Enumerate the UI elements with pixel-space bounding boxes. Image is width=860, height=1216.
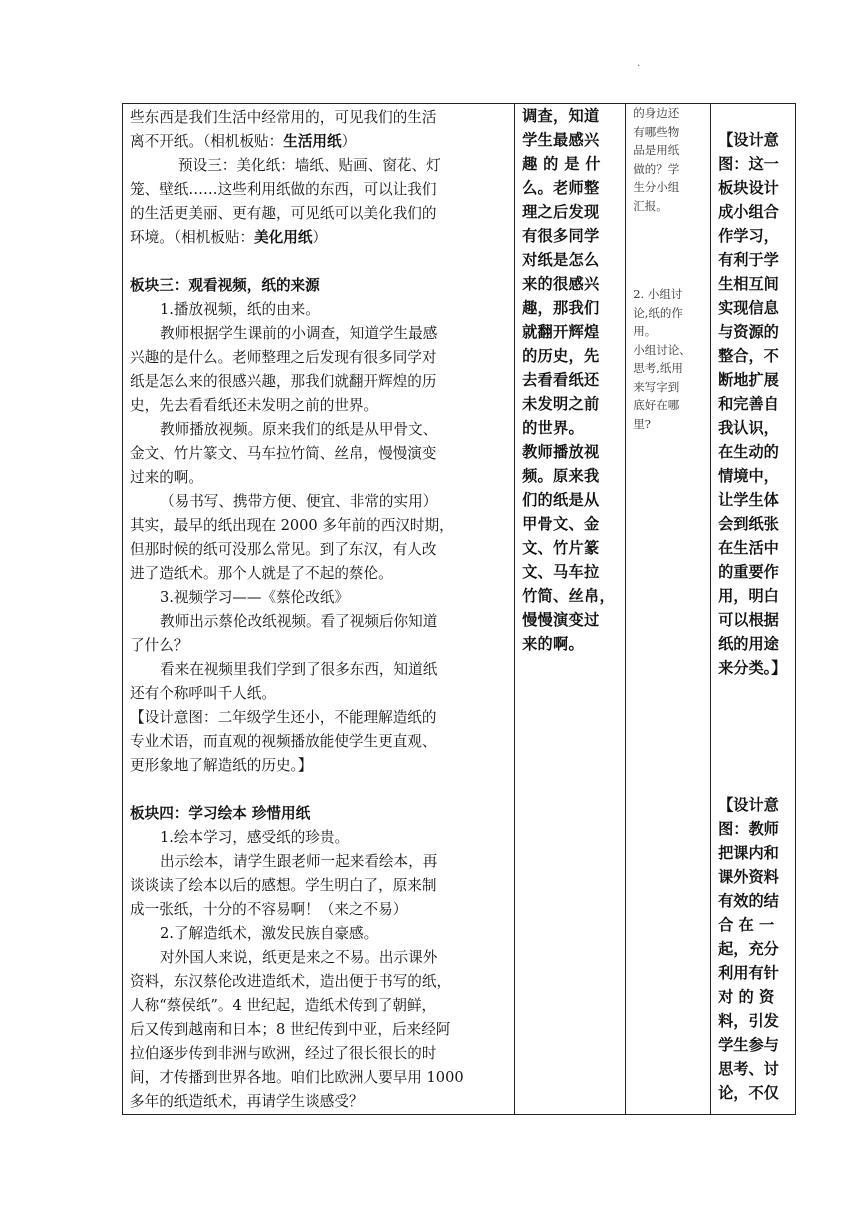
teacher-activity-line: 理之后发现	[522, 203, 600, 221]
student-activity-line: 的身边还	[633, 106, 680, 120]
text-line: 教师播放视频。原来我们的纸是从甲骨文、	[160, 421, 438, 438]
design-intent-line: 的重要作	[718, 563, 779, 581]
teacher-activity-line: 就翻开辉煌	[522, 323, 600, 341]
design-intent-line: 有利于学	[718, 251, 779, 269]
student-activity-line: 做的？学	[633, 161, 680, 176]
teacher-activity-line: 趣，那我们	[522, 299, 600, 317]
design-intent-line: 料，引发	[718, 1012, 779, 1030]
teacher-activity-line: 的历史，先	[522, 347, 600, 365]
design-intent-line: 用，明白	[718, 587, 779, 605]
design-note-line: 专业术语，而直观的视频播放能使学生更直观、	[130, 733, 437, 750]
design-intent-line: 我认识，	[718, 419, 779, 437]
text-line: 间，才传播到世界各地。咱们比欧洲人要早用 1000	[130, 1069, 464, 1086]
text-line: 1.绘本学习，感受纸的珍贵。	[160, 829, 350, 846]
text-line: 教师出示蔡伦改纸视频。看了视频后你知道	[160, 613, 438, 630]
text-line: 史，先去看看纸还未发明之前的世界。	[130, 397, 379, 414]
text-line: 兴趣的是什么。老师整理之后发现有很多同学对	[130, 349, 437, 366]
student-activity-line: 小组讨论、	[633, 342, 691, 357]
board-label-life-paper: 生活用纸	[283, 133, 342, 150]
teacher-activity-line: 来的啊。	[522, 635, 585, 653]
teacher-activity-line: 竹简、丝帛，	[522, 587, 615, 605]
text-line: 3.视频学习——《蔡伦改纸》	[160, 589, 350, 606]
text-line: 离不开纸。（相机板贴：生活用纸）	[130, 133, 357, 150]
student-activity-line: 有哪些物	[633, 124, 680, 139]
text-line: 其实，最早的纸出现在 2000 多年前的西汉时期，	[130, 517, 454, 534]
design-note-line: 更形象地了解造纸的历史。】	[130, 757, 313, 774]
design-intent-line: 【设计意	[718, 131, 779, 149]
teacher-activity-line: 文、竹片篆	[522, 539, 600, 557]
text-line: 教师根据学生课前的小调查，知道学生最感	[160, 325, 438, 342]
section-4-title: 板块四：学习绘本 珍惜用纸	[130, 805, 311, 822]
design-intent-line: 实现信息	[718, 299, 779, 317]
text-line: 了什么？	[130, 637, 189, 654]
teacher-activity-line: 甲骨文、金	[522, 515, 600, 533]
design-intent-line: 图：教师	[718, 820, 779, 838]
design-intent-line: 课外资料	[718, 868, 779, 886]
text-line: 笼、壁纸……这些利用纸做的东西，可以让我们	[130, 181, 437, 198]
design-intent-line: 合 在 一	[718, 916, 775, 934]
student-activity-line: 来写字到	[633, 379, 680, 394]
student-activity-line: 汇报。	[633, 198, 668, 213]
design-intent-line: 在生活中	[718, 539, 779, 557]
board-label-decor-paper: 美化用纸	[254, 229, 313, 246]
design-intent-line: 在生动的	[718, 443, 779, 461]
text-line: 进了造纸术。那个人就是了不起的蔡伦。	[130, 565, 393, 582]
design-intent-line: 断地扩展	[718, 371, 779, 389]
student-activity-line: 2. 小组讨	[633, 287, 683, 301]
text-line: 环境。（相机板贴：美化用纸）	[130, 229, 328, 246]
teacher-activity-line: 频。原来我	[522, 467, 600, 485]
student-activity-cell	[626, 104, 711, 1115]
text-line: 1.播放视频，纸的由来。	[160, 301, 320, 318]
text-line: （易书写、携带方便、便宜、非常的实用）	[160, 493, 438, 510]
text-line: 看来在视频里我们学到了很多东西，知道纸	[160, 661, 438, 678]
teacher-activity-line: 文、马车拉	[522, 563, 600, 581]
text-line: 成一张纸，十分的不容易啊！（来之不易）	[130, 901, 408, 918]
text-line: 2.了解造纸术，激发民族自豪感。	[160, 925, 379, 942]
teacher-activity-line: 有很多同学	[522, 227, 600, 245]
text-line: 的生活更美丽、更有趣，可见纸可以美化我们的	[130, 205, 437, 222]
design-intent-line: 情境中，	[718, 467, 779, 485]
design-intent-line: 纸的用途	[718, 635, 779, 653]
design-intent-line: 把课内和	[718, 844, 779, 862]
text-line: 出示绘本，请学生跟老师一起来看绘本，再	[160, 853, 438, 870]
design-intent-line: 论，不仅	[718, 1084, 779, 1102]
design-intent-line: 图：这一	[718, 155, 779, 173]
student-activity-line: 底好在哪	[633, 398, 680, 412]
text-line: 多年的纸造纸术，再请学生谈感受？	[130, 1093, 364, 1110]
student-activity-line: 里?	[633, 416, 651, 431]
text-line: 但那时候的纸可没那么常见。到了东汉，有人改	[130, 541, 437, 558]
design-intent-line: 成小组合	[718, 203, 779, 221]
teacher-activity-cell	[515, 104, 626, 1115]
lesson-plan-table	[122, 103, 796, 1115]
design-intent-line: 起，充分	[718, 940, 779, 958]
teacher-activity-line: 去看看纸还	[522, 371, 600, 389]
design-intent-line: 和完善自	[718, 395, 779, 413]
teaching-process-cell	[123, 104, 515, 1115]
teacher-activity-line: 慢慢演变过	[522, 611, 600, 629]
design-intent-line: 作学习，	[718, 227, 779, 245]
design-intent-line: 会到纸张	[718, 515, 779, 533]
page-mark: .	[637, 58, 641, 69]
design-intent-line: 让学生体	[718, 491, 779, 509]
text-line: 谈谈读了绘本以后的感想。学生明白了，原来制	[130, 877, 437, 894]
teacher-activity-line: 么。老师整	[522, 179, 600, 197]
text-line: 对外国人来说，纸更是来之不易。出示课外	[160, 949, 438, 966]
student-activity-line: 论,纸的作	[633, 305, 683, 320]
teacher-activity-line: 趣 的 是 什	[522, 155, 601, 173]
design-intent-line: 板块设计	[718, 179, 779, 197]
text-line: 还有个称呼叫千人纸。	[130, 685, 276, 702]
design-intent-line: 利用有针	[718, 964, 779, 982]
text-line: 些东西是我们生活中经常用的，可见我们的生活	[130, 109, 437, 126]
text-line: 预设三：美化纸：墙纸、贴画、窗花、灯	[178, 157, 441, 174]
student-activity-line: 生分小组	[633, 180, 680, 194]
design-intent-line: 思考、讨	[718, 1060, 779, 1078]
text-line: 人称“蔡侯纸”。4 世纪起，造纸术传到了朝鲜，	[130, 997, 437, 1014]
teacher-activity-line: 未发明之前	[522, 395, 600, 413]
design-intent-line: 生相互间	[718, 275, 779, 293]
teacher-activity-line: 来的很感兴	[522, 275, 600, 293]
text-line: 后又传到越南和日本；8 世纪传到中亚，后来经阿	[130, 1021, 451, 1038]
teacher-activity-line: 对纸是怎么	[522, 251, 600, 269]
teacher-activity-line: 学生最感兴	[522, 131, 600, 149]
teacher-activity-line: 的世界。	[522, 419, 585, 437]
teacher-activity-line: 调查，知道	[522, 107, 600, 125]
design-intent-line: 学生参与	[718, 1036, 779, 1054]
text-line: 金文、竹片篆文、马车拉竹简、丝帛，慢慢演变	[130, 445, 437, 462]
teacher-activity-line: 教师播放视	[522, 443, 600, 461]
text-line: 资料，东汉蔡伦改进造纸术，造出便于书写的纸，	[130, 973, 452, 990]
design-intent-line: 可以根据	[718, 611, 779, 629]
design-intent-line: 来分类。】	[718, 659, 787, 677]
design-intent-cell	[711, 104, 796, 1115]
design-intent-line: 整合，不	[718, 347, 779, 365]
design-intent-line: 对 的 资	[718, 988, 775, 1006]
design-note-line: 【设计意图：二年级学生还小，不能理解造纸的	[130, 709, 437, 726]
section-3-title: 板块三：观看视频，纸的来源	[130, 277, 320, 294]
student-activity-line: 用。	[633, 324, 657, 338]
design-intent-line: 【设计意	[718, 796, 779, 814]
student-activity-line: 思考,纸用	[633, 361, 683, 375]
text-line: 纸是怎么来的很感兴趣，那我们就翻开辉煌的历	[130, 373, 437, 390]
teacher-activity-line: 们的纸是从	[522, 491, 600, 509]
text-line: 拉伯逐步传到非洲与欧洲，经过了很长很长的时	[130, 1045, 437, 1062]
student-activity-line: 品是用纸	[633, 143, 680, 157]
design-intent-line: 与资源的	[718, 323, 779, 341]
design-intent-line: 有效的结	[718, 892, 779, 910]
text-line: 过来的啊。	[130, 469, 203, 486]
